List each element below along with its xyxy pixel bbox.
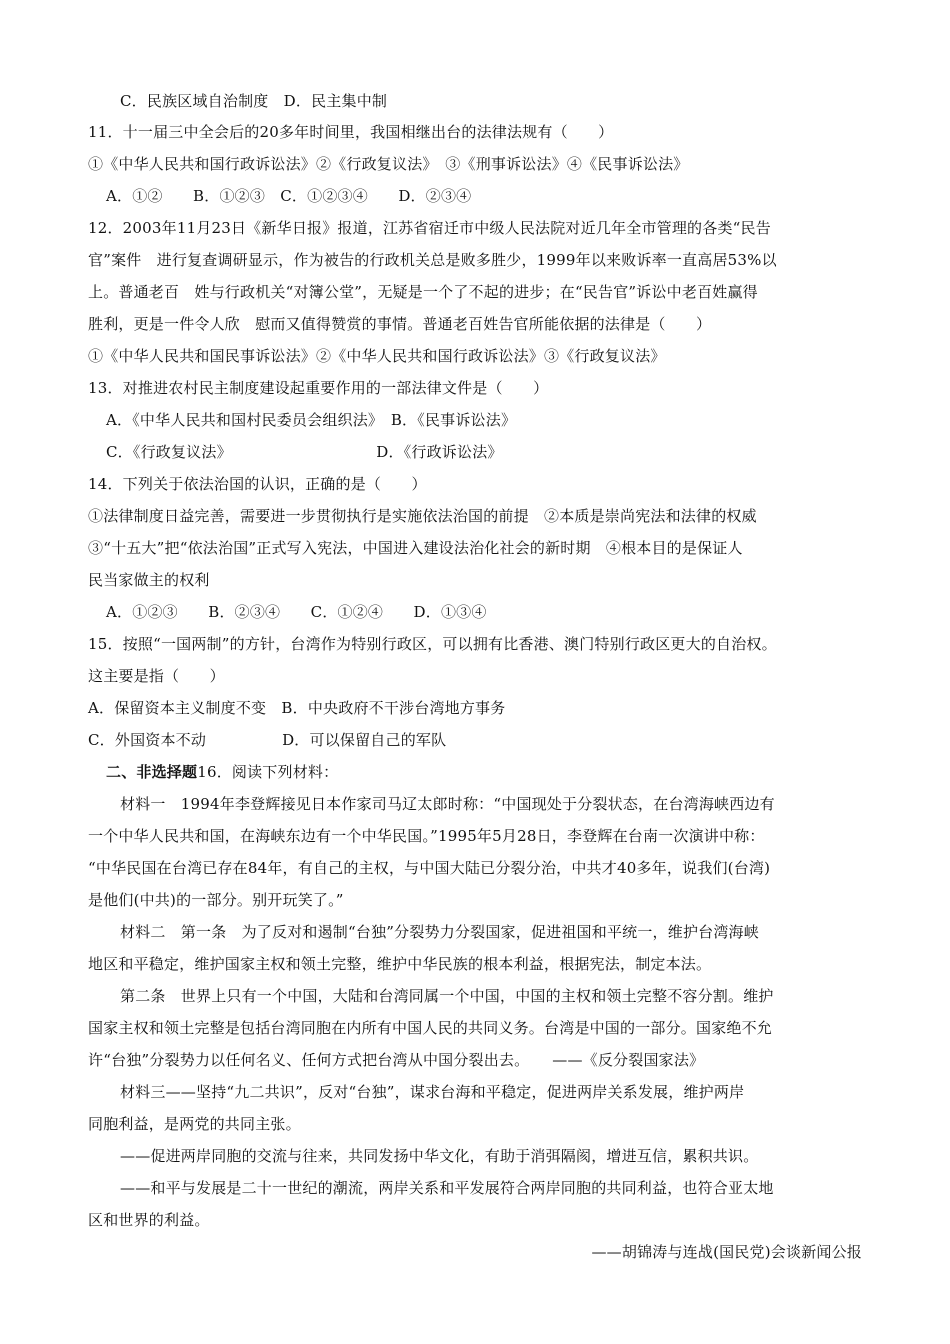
material1-line3: “中华民国在台湾已存在84年，有自己的主权，与中国大陆已分裂分治，中共才40多年，说我们(台湾) [88, 859, 771, 877]
material3-line5: 区和世界的利益。 [88, 1211, 210, 1229]
q14-options: A．①②③ B．②③④ C．①②④ D．①③④ [106, 603, 487, 621]
q12-stem-line3: 上。普通老百 姓与行政机关“对簿公堂”，无疑是一个了不起的进步；在“民告官”诉讼中老百姓赢得 [88, 283, 758, 301]
q14-items-line3: 民当家做主的权利 [88, 571, 210, 589]
q15-stem-line1: 15．按照“一国两制”的方针，台湾作为特别行政区，可以拥有比香港、澳门特别行政区更大的自治权。 [88, 635, 777, 653]
material1-line4: 是他们(中共)的一部分。别开玩笑了。” [88, 891, 344, 909]
q12-stem-line2: 官”案件 进行复查调研显示，作为被告的行政机关总是败多胜少，1999年以来败诉率一直高居53%以 [88, 251, 777, 269]
material3-source: ——胡锦涛与连战(国民党)会谈新闻公报 [591, 1243, 862, 1261]
q15-stem-line2: 这主要是指（ ） [88, 667, 225, 685]
q13-stem: 13．对推进农村民主制度建设起重要作用的一部法律文件是（ ） [88, 379, 549, 397]
q11-options: A．①② B．①②③ C．①②③④ D．②③④ [106, 187, 472, 205]
q14-items-line1: ①法律制度日益完善，需要进一步贯彻执行是实施依法治国的前提 ②本质是崇尚宪法和法律的权威 [88, 507, 757, 525]
q15-options-ab: A．保留资本主义制度不变 B．中央政府不干涉台湾地方事务 [88, 699, 506, 717]
material3-line1: 材料三——坚持“九二共识”，反对“台独”，谋求台海和平稳定，促进两岸关系发展，维护两岸 [120, 1083, 745, 1101]
material2-article2-line1: 第二条 世界上只有一个中国，大陆和台湾同属一个中国，中国的主权和领土完整不容分割。维护 [120, 987, 774, 1005]
q15-options-cd: C．外国资本不动 D．可以保留自己的军队 [88, 731, 447, 749]
q12-stem-line4: 胜利，更是一件令人欣 慰而又值得赞赏的事情。普通老百姓告官所能依据的法律是（ ） [88, 315, 712, 333]
q10-options-cd: C．民族区域自治制度 D．民主集中制 [120, 92, 388, 110]
q16-heading-row [106, 761, 886, 783]
material1-line1: 材料一 1994年李登辉接见日本作家司马辽太郎时称：“中国现处于分裂状态，在台湾海峡西边有 [120, 795, 775, 813]
material2-article2-line2: 国家主权和领土完整是包括台湾同胞在内所有中国人民的共同义务。台湾是中国的一部分。国家绝不允 [88, 1019, 773, 1037]
section-heading: 二、非选择题 [106, 763, 198, 781]
q14-items-line2: ③“十五大”把“依法治国”正式写入宪法，中国进入建设法治化社会的新时期 ④根本目的是保证人 [88, 539, 743, 557]
material2-line1: 材料二 第一条 为了反对和遏制“台独”分裂势力分裂国家，促进祖国和平统一，维护台湾海峡 [120, 923, 759, 941]
q13-options-ab: A．《中华人民共和国村民委员会组织法》 B．《民事诉讼法》 [106, 411, 517, 429]
material2-article2-line3: 许“台独”分裂势力以任何名义、任何方式把台湾从中国分裂出去。 ——《反分裂国家法》 [88, 1051, 705, 1069]
q11-stem: 11．十一届三中全会后的20多年时间里，我国相继出台的法律法规有（ ） [88, 123, 614, 141]
q12-items: ①《中华人民共和国民事诉讼法》②《中华人民共和国行政诉讼法》③《行政复议法》 [88, 347, 666, 365]
material3-line4: ——和平与发展是二十一世纪的潮流，两岸关系和平发展符合两岸同胞的共同利益，也符合亚太地 [120, 1179, 774, 1197]
q12-stem-line1: 12．2003年11月23日《新华日报》报道，江苏省宿迁市中级人民法院对近几年全市管理的各类“民告 [88, 219, 771, 237]
q16-stem: 16．阅读下列材料： [197, 763, 339, 781]
q13-options-cd: C．《行政复议法》 D．《行政诉讼法》 [106, 443, 503, 461]
q11-items: ①《中华人民共和国行政诉讼法》②《行政复议法》 ③《刑事诉讼法》④《民事诉讼法》 [88, 155, 689, 173]
material3-line3: ——促进两岸同胞的交流与往来，共同发扬中华文化，有助于消弭隔阂，增进互信，累积共识。 [120, 1147, 759, 1165]
q14-stem: 14．下列关于依法治国的认识，正确的是（ ） [88, 475, 427, 493]
material3-line2: 同胞利益，是两党的共同主张。 [88, 1115, 301, 1133]
material2-line2: 地区和平稳定，维护国家主权和领土完整，维护中华民族的根本利益，根据宪法，制定本法。 [88, 955, 712, 973]
material1-line2: 一个中华人民共和国，在海峡东边有一个中华民国。”1995年5月28日，李登辉在台南一次演讲中称： [88, 827, 765, 845]
